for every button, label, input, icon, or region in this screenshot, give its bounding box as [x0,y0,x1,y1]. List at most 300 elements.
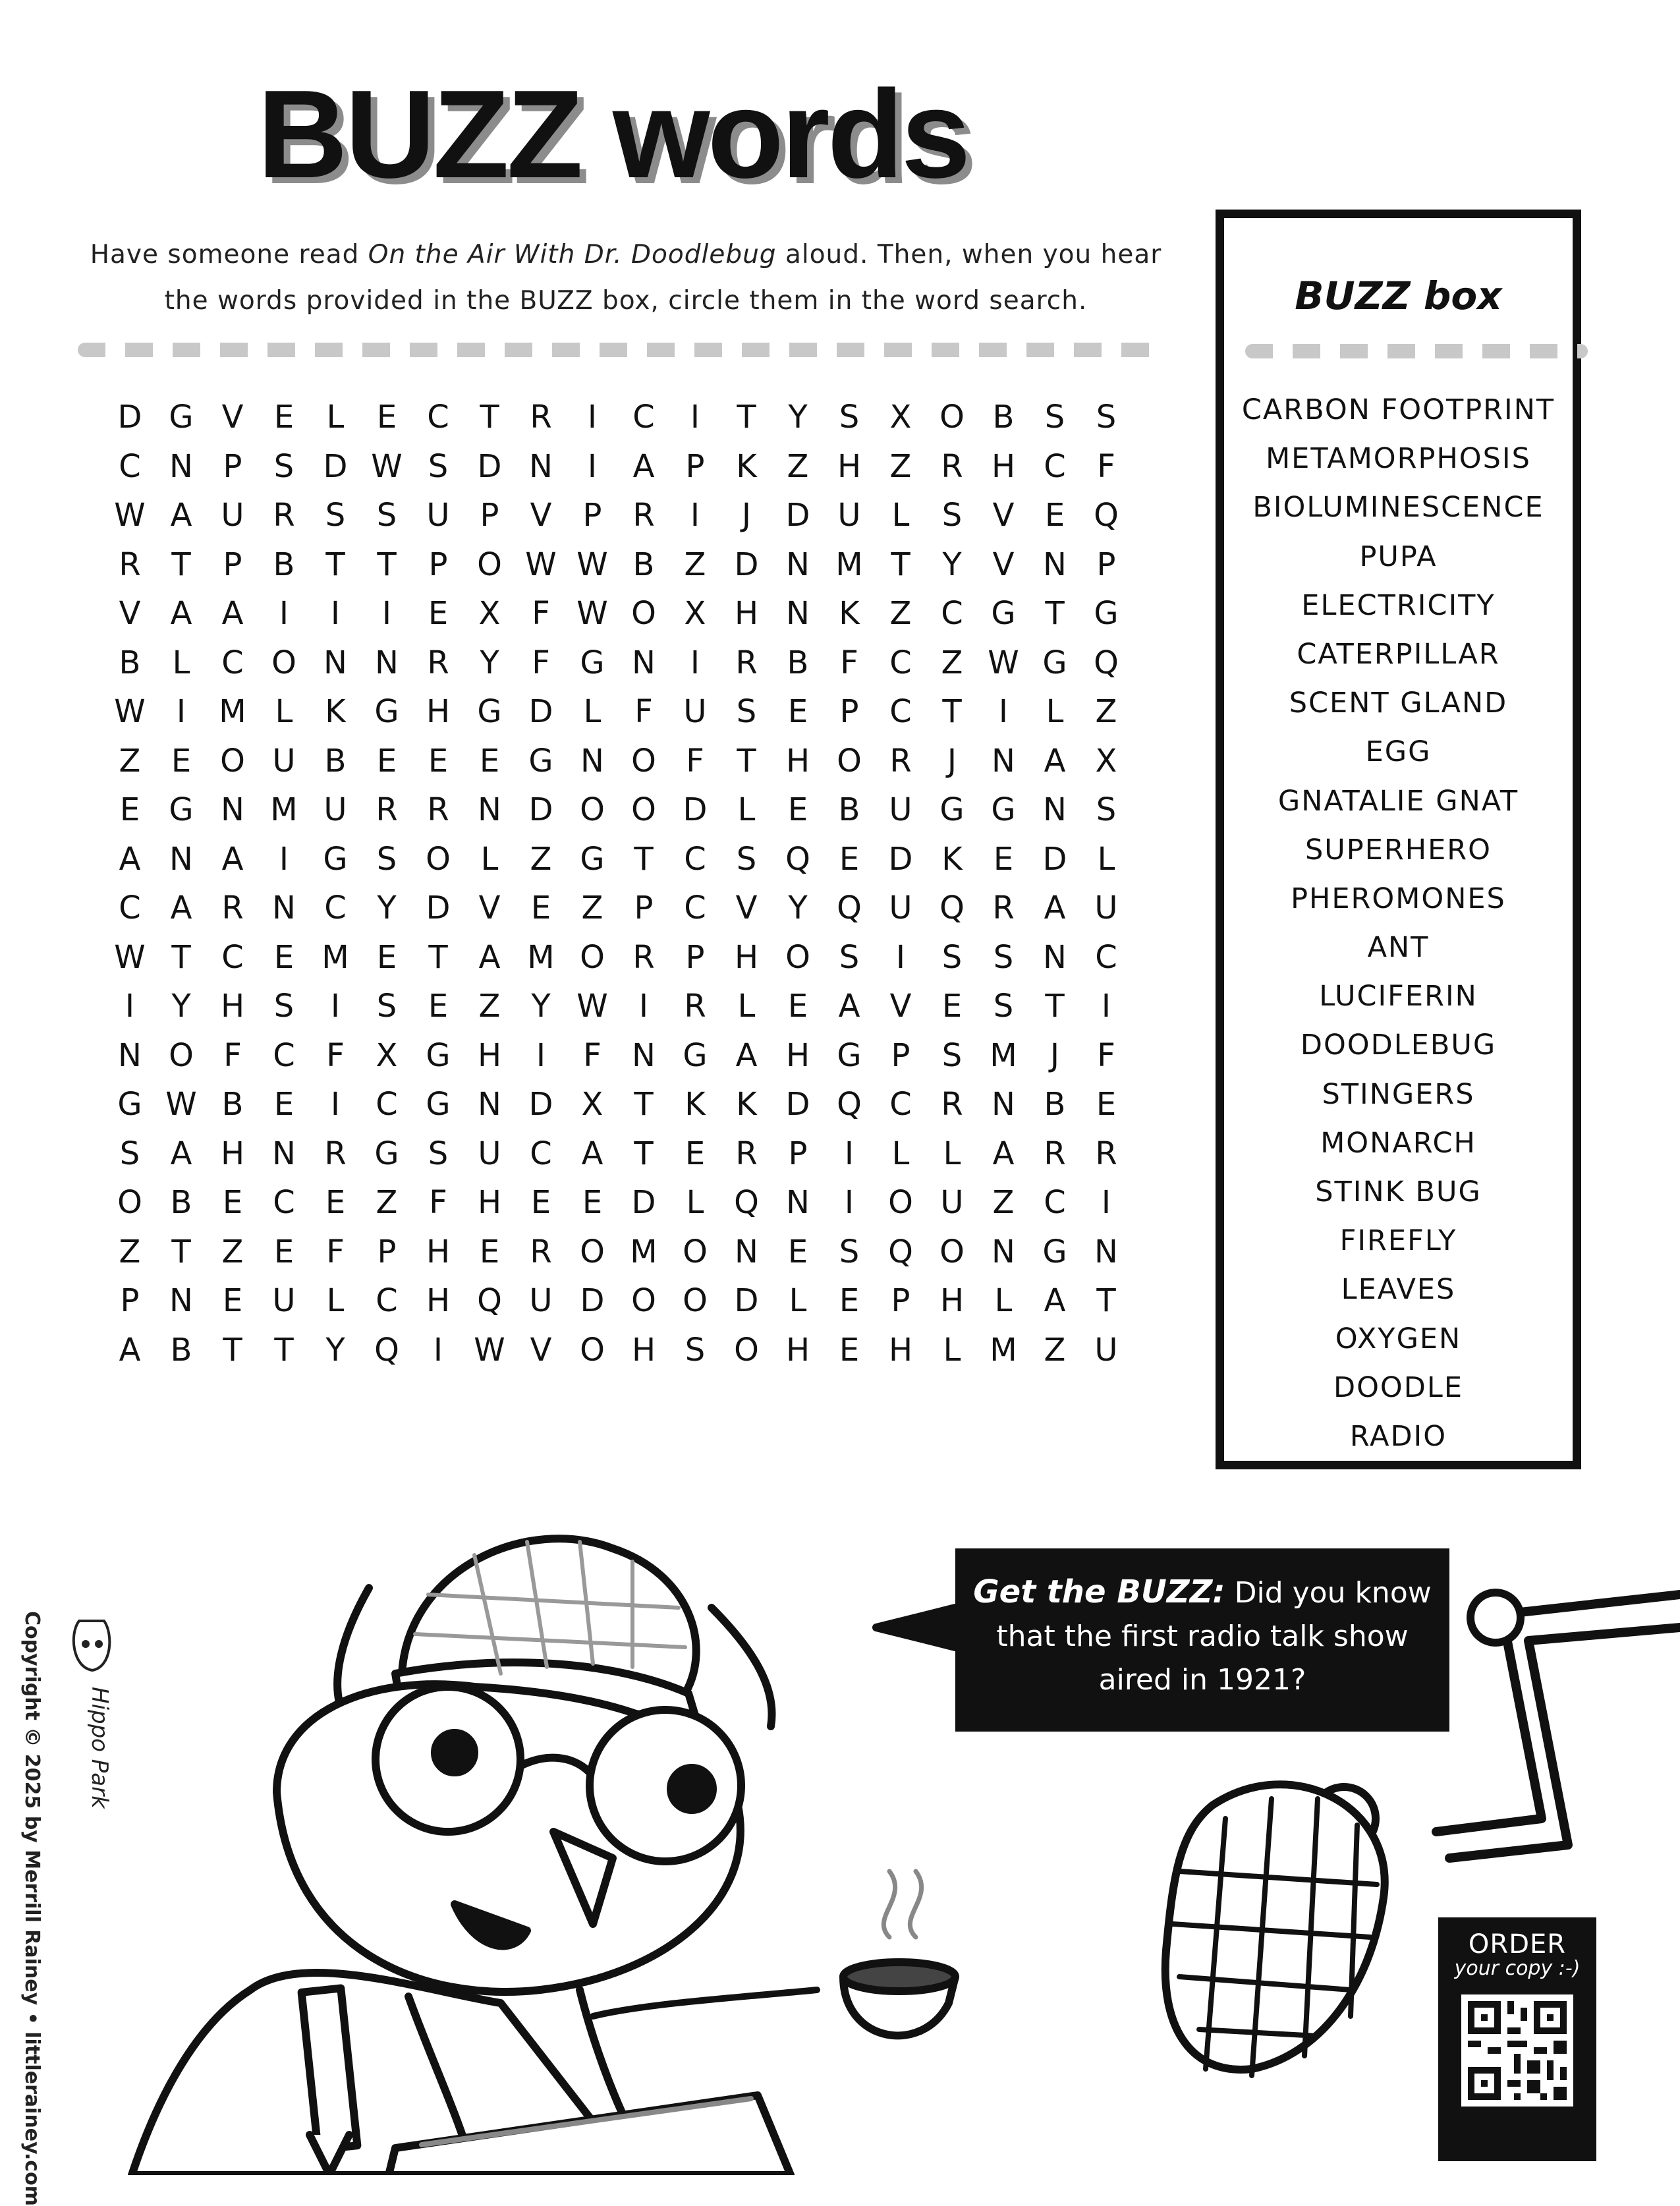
grid-letter[interactable]: S [273,988,294,1025]
grid-letter[interactable]: P [788,1135,808,1172]
grid-letter[interactable]: R [273,497,295,534]
grid-letter[interactable]: H [939,1282,965,1320]
grid-letter[interactable]: Q [374,1331,399,1369]
grid-letter[interactable]: I [690,399,700,436]
grid-letter[interactable]: V [530,1331,552,1369]
grid-letter[interactable]: O [734,1331,759,1369]
grid-letter[interactable]: Z [787,447,809,485]
grid-letter[interactable]: X [889,399,912,436]
grid-letter[interactable]: K [839,595,860,633]
grid-letter[interactable]: N [786,595,810,633]
grid-letter[interactable]: P [223,546,242,583]
grid-letter[interactable]: C [273,1184,295,1222]
grid-letter[interactable]: P [223,447,242,485]
grid-letter[interactable]: B [632,546,655,583]
grid-letter[interactable]: M [527,938,555,976]
grid-letter[interactable]: F [532,595,550,633]
grid-letter[interactable]: L [891,497,910,534]
grid-letter[interactable]: N [272,890,296,927]
grid-letter[interactable]: I [176,693,186,731]
grid-letter[interactable]: S [325,497,346,534]
grid-letter[interactable]: E [993,840,1014,878]
grid-letter[interactable]: T [171,546,191,583]
grid-letter[interactable]: F [223,1036,242,1074]
grid-letter[interactable]: G [169,399,194,436]
grid-letter[interactable]: A [1044,890,1066,927]
grid-letter[interactable]: M [270,791,298,829]
grid-letter[interactable]: P [377,1233,397,1270]
grid-letter[interactable]: I [279,840,289,878]
grid-letter[interactable]: G [1094,595,1119,633]
grid-letter[interactable]: W [576,546,608,583]
grid-letter[interactable]: F [1097,447,1115,485]
grid-letter[interactable]: H [785,742,810,779]
grid-letter[interactable]: Z [1095,693,1117,731]
grid-letter[interactable]: U [683,693,707,731]
grid-letter[interactable]: U [272,1282,296,1320]
grid-letter[interactable]: H [734,938,759,976]
grid-letter[interactable]: V [119,595,141,633]
grid-letter[interactable]: N [786,1184,810,1222]
grid-letter[interactable]: N [375,644,399,681]
grid-letter[interactable]: S [376,840,397,878]
grid-letter[interactable]: L [1046,693,1064,731]
grid-letter[interactable]: S [941,497,963,534]
grid-letter[interactable]: Z [581,890,603,927]
grid-letter[interactable]: L [275,693,293,731]
grid-letter[interactable]: E [685,1135,706,1172]
grid-letter[interactable]: M [630,1233,658,1270]
grid-letter[interactable]: C [1044,447,1066,485]
grid-letter[interactable]: G [117,1086,142,1123]
grid-letter[interactable]: Z [119,742,141,779]
grid-letter[interactable]: O [785,938,810,976]
grid-letter[interactable]: Q [734,1184,759,1222]
grid-letter[interactable]: L [326,399,345,436]
grid-letter[interactable]: V [221,399,244,436]
grid-letter[interactable]: F [532,644,550,681]
grid-letter[interactable]: A [1044,1282,1066,1320]
grid-letter[interactable]: F [634,693,653,731]
grid-letter[interactable]: G [323,840,348,878]
grid-letter[interactable]: X [684,595,706,633]
grid-letter[interactable]: I [587,399,598,436]
grid-letter[interactable]: S [273,447,294,485]
grid-letter[interactable]: I [1101,1184,1111,1222]
grid-letter[interactable]: W [114,938,146,976]
grid-letter[interactable]: X [478,595,501,633]
grid-letter[interactable]: E [787,1233,808,1270]
grid-letter[interactable]: T [171,1233,191,1270]
grid-letter[interactable]: Y [377,890,397,927]
grid-letter[interactable]: N [478,1086,501,1123]
grid-letter[interactable]: X [1095,742,1117,779]
grid-letter[interactable]: O [580,1233,605,1270]
grid-letter[interactable]: U [889,890,912,927]
grid-letter[interactable]: G [374,693,399,731]
grid-letter[interactable]: O [580,1331,605,1369]
grid-letter[interactable]: G [477,693,502,731]
grid-letter[interactable]: R [376,791,398,829]
grid-letter[interactable]: E [376,742,397,779]
grid-letter[interactable]: E [428,595,449,633]
grid-letter[interactable]: A [735,1036,758,1074]
grid-letter[interactable]: H [477,1036,502,1074]
grid-letter[interactable]: D [888,840,913,878]
grid-letter[interactable]: I [381,595,392,633]
grid-letter[interactable]: F [429,1184,447,1222]
grid-letter[interactable]: P [480,497,499,534]
grid-letter[interactable]: I [690,497,700,534]
grid-letter[interactable]: Y [942,546,962,583]
grid-letter[interactable]: G [528,742,553,779]
grid-letter[interactable]: O [169,1036,194,1074]
grid-letter[interactable]: D [426,890,451,927]
grid-letter[interactable]: D [528,693,553,731]
grid-letter[interactable]: D [1042,840,1067,878]
grid-letter[interactable]: D [785,1086,810,1123]
grid-letter[interactable]: Z [684,546,706,583]
grid-letter[interactable]: D [580,1282,605,1320]
grid-letter[interactable]: A [221,840,244,878]
grid-letter[interactable]: A [170,1135,192,1172]
grid-letter[interactable]: N [1043,938,1067,976]
grid-letter[interactable]: A [119,840,141,878]
grid-letter[interactable]: N [1043,791,1067,829]
grid-letter[interactable]: O [837,742,862,779]
grid-letter[interactable]: E [171,742,192,779]
grid-letter[interactable]: M [219,693,246,731]
word-search-grid[interactable] [104,393,1132,1374]
grid-letter[interactable]: P [120,1282,140,1320]
grid-letter[interactable]: R [427,644,449,681]
grid-letter[interactable]: A [478,938,501,976]
grid-letter[interactable]: I [844,1184,854,1222]
grid-letter[interactable]: N [992,742,1015,779]
grid-letter[interactable]: J [741,497,752,534]
grid-letter[interactable]: N [169,1282,193,1320]
grid-letter[interactable]: K [685,1086,706,1123]
grid-letter[interactable]: P [428,546,448,583]
grid-letter[interactable]: Z [221,1233,244,1270]
grid-letter[interactable]: I [330,988,341,1025]
grid-letter[interactable]: I [844,1135,854,1172]
grid-letter[interactable]: N [786,546,810,583]
grid-letter[interactable]: E [787,988,808,1025]
grid-letter[interactable]: B [119,644,141,681]
grid-letter[interactable]: N [1043,546,1067,583]
grid-letter[interactable]: N [632,644,656,681]
grid-letter[interactable]: S [376,988,397,1025]
grid-letter[interactable]: E [273,1233,294,1270]
grid-letter[interactable]: S [993,988,1014,1025]
grid-letter[interactable]: Y [325,1331,345,1369]
grid-letter[interactable]: C [1095,938,1117,976]
grid-letter[interactable]: T [1045,595,1065,633]
grid-letter[interactable]: C [684,840,706,878]
grid-letter[interactable]: E [222,1184,243,1222]
grid-letter[interactable]: P [634,890,654,927]
grid-letter[interactable]: G [426,1036,451,1074]
grid-letter[interactable]: U [1094,890,1118,927]
grid-letter[interactable]: C [941,595,963,633]
grid-letter[interactable]: N [632,1036,656,1074]
grid-letter[interactable]: W [114,497,146,534]
grid-letter[interactable]: U [1094,1331,1118,1369]
grid-letter[interactable]: T [737,742,756,779]
grid-letter[interactable]: R [992,890,1015,927]
grid-letter[interactable]: Z [376,1184,398,1222]
grid-letter[interactable]: O [631,791,656,829]
grid-letter[interactable]: G [374,1135,399,1172]
grid-letter[interactable]: Z [119,1233,141,1270]
grid-letter[interactable]: T [325,546,345,583]
grid-letter[interactable]: L [172,644,190,681]
grid-letter[interactable]: H [785,1036,810,1074]
grid-letter[interactable]: C [427,399,449,436]
grid-letter[interactable]: E [325,1184,346,1222]
grid-letter[interactable]: E [376,399,397,436]
grid-letter[interactable]: E [839,840,860,878]
grid-letter[interactable]: E [119,791,140,829]
grid-letter[interactable]: H [426,1233,451,1270]
grid-letter[interactable]: C [119,447,141,485]
grid-letter[interactable]: C [684,890,706,927]
grid-letter[interactable]: C [889,644,912,681]
grid-letter[interactable]: U [837,497,861,534]
grid-letter[interactable]: V [735,890,758,927]
grid-letter[interactable]: E [273,938,294,976]
grid-letter[interactable]: T [634,1086,654,1123]
grid-letter[interactable]: B [992,399,1015,436]
grid-letter[interactable]: I [536,1036,546,1074]
grid-letter[interactable]: L [583,693,602,731]
grid-letter[interactable]: B [787,644,809,681]
grid-letter[interactable]: L [480,840,499,878]
grid-letter[interactable]: I [125,988,135,1025]
grid-letter[interactable]: C [376,1282,398,1320]
grid-letter[interactable]: U [272,742,296,779]
grid-letter[interactable]: S [1096,791,1117,829]
grid-letter[interactable]: X [376,1036,398,1074]
grid-letter[interactable]: J [1050,1036,1060,1074]
grid-letter[interactable]: C [119,890,141,927]
grid-letter[interactable]: E [530,1184,551,1222]
grid-letter[interactable]: R [941,447,963,485]
grid-letter[interactable]: Y [531,988,551,1025]
grid-letter[interactable]: M [990,1036,1017,1074]
grid-letter[interactable]: B [838,791,860,829]
grid-letter[interactable]: W [576,988,608,1025]
grid-letter[interactable]: I [638,988,649,1025]
grid-letter[interactable]: R [221,890,244,927]
grid-letter[interactable]: U [940,1184,964,1222]
grid-letter[interactable]: H [477,1184,502,1222]
grid-letter[interactable]: I [1101,988,1111,1025]
grid-letter[interactable]: O [426,840,451,878]
grid-letter[interactable]: L [686,1184,704,1222]
grid-letter[interactable]: D [683,791,708,829]
grid-letter[interactable]: A [221,595,244,633]
grid-letter[interactable]: F [686,742,704,779]
grid-letter[interactable]: R [530,1233,552,1270]
grid-letter[interactable]: I [330,595,341,633]
grid-letter[interactable]: C [889,693,912,731]
grid-letter[interactable]: Y [171,988,191,1025]
qr-code-icon[interactable] [1461,1994,1573,2107]
grid-letter[interactable]: O [631,742,656,779]
grid-letter[interactable]: C [889,1086,912,1123]
grid-letter[interactable]: C [1044,1184,1066,1222]
grid-letter[interactable]: L [943,1135,961,1172]
grid-letter[interactable]: C [324,890,347,927]
grid-letter[interactable]: P [1096,546,1116,583]
grid-letter[interactable]: A [992,1135,1015,1172]
grid-letter[interactable]: S [1096,399,1117,436]
grid-letter[interactable]: I [330,1086,341,1123]
grid-letter[interactable]: E [479,742,500,779]
grid-letter[interactable]: W [576,595,608,633]
grid-letter[interactable]: V [530,497,552,534]
grid-letter[interactable]: S [736,840,757,878]
grid-letter[interactable]: G [939,791,965,829]
grid-letter[interactable]: O [939,1233,965,1270]
grid-letter[interactable]: C [632,399,655,436]
grid-letter[interactable]: N [169,840,193,878]
grid-letter[interactable]: D [117,399,142,436]
grid-letter[interactable]: Q [785,840,810,878]
grid-letter[interactable]: V [992,546,1015,583]
grid-letter[interactable]: H [837,447,862,485]
grid-letter[interactable]: R [530,399,552,436]
grid-letter[interactable]: Y [788,890,808,927]
grid-letter[interactable]: W [525,546,557,583]
grid-letter[interactable]: P [685,938,705,976]
grid-letter[interactable]: N [272,1135,296,1172]
grid-letter[interactable]: T [480,399,499,436]
grid-letter[interactable]: R [735,1135,758,1172]
grid-letter[interactable]: D [323,447,348,485]
grid-letter[interactable]: H [220,988,245,1025]
grid-letter[interactable]: E [1096,1086,1117,1123]
grid-letter[interactable]: Z [1044,1331,1066,1369]
grid-letter[interactable]: S [736,693,757,731]
grid-letter[interactable]: N [118,1036,142,1074]
grid-letter[interactable]: A [581,1135,603,1172]
grid-letter[interactable]: F [840,644,858,681]
grid-letter[interactable]: Z [941,644,963,681]
grid-letter[interactable]: B [1044,1086,1066,1123]
grid-letter[interactable]: E [376,938,397,976]
grid-letter[interactable]: N [221,791,244,829]
grid-letter[interactable]: O [271,644,296,681]
grid-letter[interactable]: E [1044,497,1065,534]
grid-letter[interactable]: A [170,595,192,633]
grid-letter[interactable]: Z [530,840,552,878]
grid-letter[interactable]: A [838,988,860,1025]
grid-letter[interactable]: Q [888,1233,913,1270]
grid-letter[interactable]: L [737,791,756,829]
grid-letter[interactable]: A [170,497,192,534]
grid-letter[interactable]: B [170,1331,192,1369]
grid-letter[interactable]: Q [939,890,965,927]
grid-letter[interactable]: T [223,1331,242,1369]
grid-letter[interactable]: K [325,693,346,731]
grid-letter[interactable]: G [580,644,605,681]
grid-letter[interactable]: L [737,988,756,1025]
grid-letter[interactable]: O [117,1184,142,1222]
grid-letter[interactable]: O [631,595,656,633]
grid-letter[interactable]: T [634,840,654,878]
grid-letter[interactable]: R [324,1135,347,1172]
grid-letter[interactable]: N [478,791,501,829]
grid-letter[interactable]: Q [837,1086,862,1123]
grid-letter[interactable]: T [274,1331,294,1369]
grid-letter[interactable]: N [735,1233,758,1270]
grid-letter[interactable]: N [992,1086,1015,1123]
grid-letter[interactable]: O [888,1184,913,1222]
grid-letter[interactable]: E [273,1086,294,1123]
grid-letter[interactable]: R [684,988,706,1025]
grid-letter[interactable]: P [685,447,705,485]
grid-letter[interactable]: B [273,546,295,583]
grid-letter[interactable]: T [377,546,397,583]
grid-letter[interactable]: U [426,497,450,534]
grid-letter[interactable]: I [998,693,1009,731]
grid-letter[interactable]: G [837,1036,862,1074]
grid-letter[interactable]: C [273,1036,295,1074]
grid-letter[interactable]: R [119,546,141,583]
grid-letter[interactable]: B [324,742,347,779]
grid-letter[interactable]: J [947,742,957,779]
grid-letter[interactable]: G [169,791,194,829]
grid-letter[interactable]: I [587,447,598,485]
grid-letter[interactable]: O [683,1233,708,1270]
grid-letter[interactable]: L [943,1331,961,1369]
grid-letter[interactable]: S [941,938,963,976]
grid-letter[interactable]: P [582,497,602,534]
grid-letter[interactable]: D [477,447,502,485]
grid-letter[interactable]: O [477,546,502,583]
grid-letter[interactable]: D [528,1086,553,1123]
grid-letter[interactable]: H [991,447,1016,485]
grid-letter[interactable]: S [428,447,449,485]
grid-letter[interactable]: E [787,693,808,731]
grid-letter[interactable]: P [891,1282,910,1320]
grid-letter[interactable]: G [580,840,605,878]
grid-letter[interactable]: G [991,791,1016,829]
grid-letter[interactable]: E [222,1282,243,1320]
grid-letter[interactable]: V [478,890,501,927]
grid-letter[interactable]: S [839,1233,860,1270]
grid-letter[interactable]: Z [889,595,912,633]
grid-letter[interactable]: S [119,1135,140,1172]
grid-letter[interactable]: E [839,1331,860,1369]
grid-letter[interactable]: O [580,791,605,829]
grid-letter[interactable]: U [323,791,347,829]
grid-letter[interactable]: F [326,1036,345,1074]
grid-letter[interactable]: V [889,988,912,1025]
grid-letter[interactable]: O [580,938,605,976]
grid-letter[interactable]: T [1045,988,1065,1025]
grid-letter[interactable]: Q [1094,497,1119,534]
grid-letter[interactable]: H [631,1331,656,1369]
grid-letter[interactable]: B [221,1086,244,1123]
grid-letter[interactable]: T [171,938,191,976]
grid-letter[interactable]: R [1044,1135,1066,1172]
grid-letter[interactable]: Z [889,447,912,485]
grid-letter[interactable]: H [785,1331,810,1369]
